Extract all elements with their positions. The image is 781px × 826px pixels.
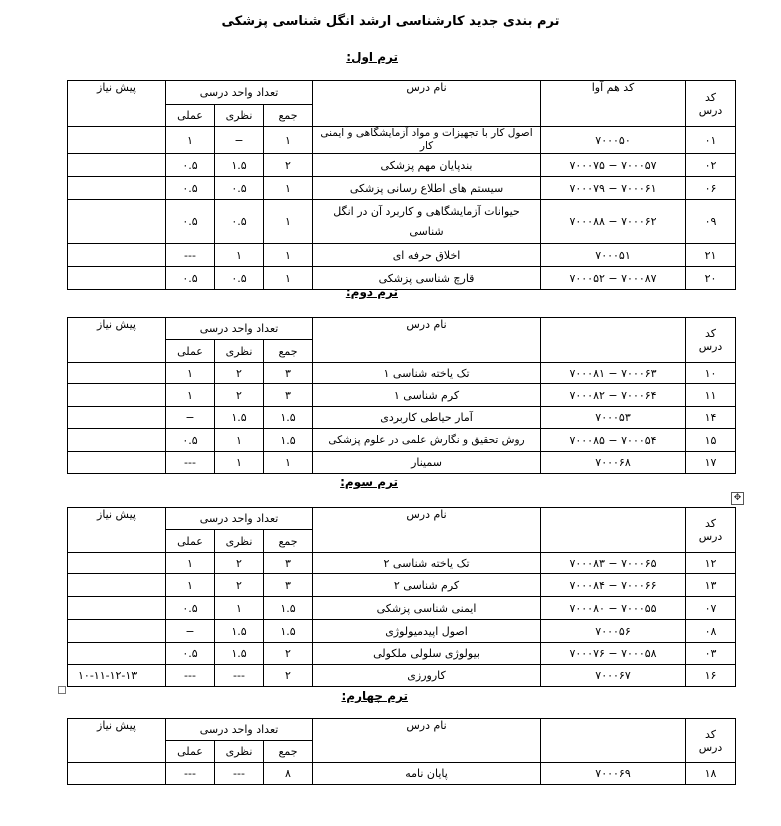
units-practical: ۰.۵	[166, 154, 215, 177]
header-code: کد درس	[686, 719, 736, 763]
course-cohm: ۷۰۰۰۵۱	[541, 244, 686, 267]
header-units: تعداد واحد درسی	[166, 81, 313, 105]
course-code: ۰۹	[686, 200, 736, 244]
table-row	[68, 429, 736, 452]
units-theory: ۰.۵	[215, 267, 264, 290]
course-name: آمار حیاطی کاربردی	[313, 407, 541, 429]
header-code: کد درس	[686, 508, 736, 553]
course-code: ۲۱	[686, 244, 736, 267]
units-practical: ۰.۵	[166, 597, 215, 620]
course-code: ۱۲	[686, 553, 736, 574]
course-prereq	[68, 597, 166, 620]
units-total: ۳	[264, 574, 313, 597]
course-name: اخلاق حرفه ای	[313, 244, 541, 267]
table-row	[68, 244, 736, 267]
header-name: نام درس	[313, 81, 541, 127]
table-row	[68, 200, 736, 244]
term-2-table	[67, 317, 736, 474]
course-prereq: ۱۰-۱۱-۱۲-۱۳	[68, 665, 166, 687]
header-prereq: پیش نیاز	[68, 719, 166, 763]
units-theory: ۲	[215, 384, 264, 407]
course-code: ۰۸	[686, 620, 736, 643]
units-total: ۱	[264, 177, 313, 200]
units-total: ۳	[264, 384, 313, 407]
course-prereq	[68, 407, 166, 429]
units-total: ۱	[264, 267, 313, 290]
course-prereq	[68, 384, 166, 407]
units-total: ۱.۵	[264, 407, 313, 429]
units-total: ۲	[264, 665, 313, 687]
course-name: کارورزی	[313, 665, 541, 687]
course-cohm: ۷۰۰۰۶۸	[541, 452, 686, 474]
term-4-table	[67, 718, 736, 785]
header-cohm	[541, 719, 686, 763]
units-theory: ۰.۵	[215, 177, 264, 200]
header-cohm	[541, 318, 686, 363]
units-practical: ۱	[166, 127, 215, 154]
table-row	[68, 643, 736, 665]
header-prereq: پیش نیاز	[68, 81, 166, 127]
units-practical: ۰.۵	[166, 643, 215, 665]
units-total: ۱.۵	[264, 597, 313, 620]
header-code: کد درس	[686, 318, 736, 363]
course-prereq	[68, 553, 166, 574]
course-prereq	[68, 244, 166, 267]
course-name: سیستم های اطلاع رسانی پزشکی	[313, 177, 541, 200]
units-theory: ۱.۵	[215, 620, 264, 643]
course-prereq	[68, 154, 166, 177]
document-title: ترم بندی جدید کارشناسی ارشد انگل شناسی پزشکی	[221, 14, 560, 29]
header-theory: نظری	[215, 741, 264, 763]
course-name: اصول کار با تجهیزات و مواد آزمایشگاهی و ایمنی کار	[313, 127, 541, 154]
term-1-table	[67, 80, 736, 290]
course-code: ۱۸	[686, 763, 736, 785]
units-total: ۱	[264, 452, 313, 474]
header-practical: عملی	[166, 741, 215, 763]
term-4-title: ترم چهارم:	[341, 689, 408, 703]
units-practical: ---	[166, 763, 215, 785]
course-cohm: ۷۰۰۰۵۸ − ۷۰۰۰۷۶	[541, 643, 686, 665]
course-code: ۱۴	[686, 407, 736, 429]
term-2-title: ترم دوم:	[345, 285, 398, 299]
units-practical: ۰.۵	[166, 429, 215, 452]
course-cohm: ۷۰۰۰۵۳	[541, 407, 686, 429]
header-code: کد درس	[686, 81, 736, 127]
header-cohm: کد هم آوا	[541, 81, 686, 127]
course-cohm: ۷۰۰۰۶۱ − ۷۰۰۰۷۹	[541, 177, 686, 200]
units-practical: ---	[166, 452, 215, 474]
course-name: پایان نامه	[313, 763, 541, 785]
course-cohm: ۷۰۰۰۵۷ − ۷۰۰۰۷۵	[541, 154, 686, 177]
course-name: سمینار	[313, 452, 541, 474]
table-row	[68, 363, 736, 384]
course-prereq	[68, 763, 166, 785]
course-name: اصول اپیدمیولوژی	[313, 620, 541, 643]
header-practical: عملی	[166, 340, 215, 363]
units-theory: ۱	[215, 429, 264, 452]
units-total: ۲	[264, 154, 313, 177]
course-prereq	[68, 177, 166, 200]
header-total: جمع	[264, 741, 313, 763]
table-row	[68, 177, 736, 200]
units-practical: ---	[166, 244, 215, 267]
course-prereq	[68, 643, 166, 665]
units-practical: ۰.۵	[166, 177, 215, 200]
units-theory: ۲	[215, 553, 264, 574]
course-cohm: ۷۰۰۰۶۹	[541, 763, 686, 785]
header-prereq: پیش نیاز	[68, 318, 166, 363]
course-cohm: ۷۰۰۰۶۶ − ۷۰۰۰۸۴	[541, 574, 686, 597]
course-name: ایمنی شناسی پزشکی	[313, 597, 541, 620]
units-total: ۸	[264, 763, 313, 785]
course-code: ۲۰	[686, 267, 736, 290]
header-practical: عملی	[166, 105, 215, 127]
term-3-title: ترم سوم:	[340, 475, 398, 489]
course-prereq	[68, 363, 166, 384]
units-theory: ۱	[215, 452, 264, 474]
course-name: بندپایان مهم پزشکی	[313, 154, 541, 177]
term-1-title: ترم اول:	[346, 50, 398, 64]
units-practical: ۱	[166, 363, 215, 384]
units-total: ۲	[264, 643, 313, 665]
table-row	[68, 384, 736, 407]
header-theory: نظری	[215, 530, 264, 553]
table-row	[68, 154, 736, 177]
units-total: ۱	[264, 200, 313, 244]
course-code: ۰۲	[686, 154, 736, 177]
units-practical: −	[166, 407, 215, 429]
header-total: جمع	[264, 340, 313, 363]
course-prereq	[68, 429, 166, 452]
header-units: تعداد واحد درسی	[166, 719, 313, 741]
course-cohm: ۷۰۰۰۵۶	[541, 620, 686, 643]
course-cohm: ۷۰۰۰۶۷	[541, 665, 686, 687]
course-prereq	[68, 200, 166, 244]
course-name: کرم شناسی ۲	[313, 574, 541, 597]
table-row	[68, 452, 736, 474]
course-name: بیولوژی سلولی ملکولی	[313, 643, 541, 665]
table-row	[68, 763, 736, 785]
units-practical: ۱	[166, 384, 215, 407]
header-name: نام درس	[313, 719, 541, 763]
course-code: ۱۱	[686, 384, 736, 407]
units-total: ۱.۵	[264, 620, 313, 643]
header-prereq: پیش نیاز	[68, 508, 166, 553]
units-total: ۱	[264, 127, 313, 154]
header-units: تعداد واحد درسی	[166, 508, 313, 530]
table-row	[68, 267, 736, 290]
units-practical: ---	[166, 665, 215, 687]
header-theory: نظری	[215, 340, 264, 363]
table-row	[68, 574, 736, 597]
units-theory: ---	[215, 665, 264, 687]
course-prereq	[68, 620, 166, 643]
units-theory: ۱	[215, 244, 264, 267]
course-code: ۱۰	[686, 363, 736, 384]
course-prereq	[68, 452, 166, 474]
header-practical: عملی	[166, 530, 215, 553]
units-theory: ---	[215, 763, 264, 785]
course-cohm: ۷۰۰۰۶۵ − ۷۰۰۰۸۳	[541, 553, 686, 574]
header-theory: نظری	[215, 105, 264, 127]
course-code: ۰۳	[686, 643, 736, 665]
units-theory: ۱.۵	[215, 154, 264, 177]
units-practical: ۰.۵	[166, 200, 215, 244]
table-row	[68, 665, 736, 687]
course-name: تک یاخته شناسی ۱	[313, 363, 541, 384]
course-code: ۰۶	[686, 177, 736, 200]
table-row	[68, 407, 736, 429]
course-name: حیوانات آزمایشگاهی و کاربرد آن در انگل شناسی	[313, 200, 541, 244]
table-row	[68, 597, 736, 620]
units-theory: ۰.۵	[215, 200, 264, 244]
units-total: ۱.۵	[264, 429, 313, 452]
course-name: قارچ شناسی پزشکی	[313, 267, 541, 290]
units-theory: ۲	[215, 574, 264, 597]
course-cohm: ۷۰۰۰۵۰	[541, 127, 686, 154]
header-total: جمع	[264, 530, 313, 553]
course-cohm: ۷۰۰۰۶۴ − ۷۰۰۰۸۲	[541, 384, 686, 407]
course-name: روش تحقیق و نگارش علمی در علوم پزشکی	[313, 429, 541, 452]
header-cohm	[541, 508, 686, 553]
units-theory: ۱.۵	[215, 407, 264, 429]
units-total: ۳	[264, 363, 313, 384]
course-code: ۱۵	[686, 429, 736, 452]
course-cohm: ۷۰۰۰۵۴ − ۷۰۰۰۸۵	[541, 429, 686, 452]
course-code: ۱۳	[686, 574, 736, 597]
units-practical: −	[166, 620, 215, 643]
units-practical: ۱	[166, 574, 215, 597]
course-cohm: ۷۰۰۰۶۳ − ۷۰۰۰۸۱	[541, 363, 686, 384]
table-move-handle-icon[interactable]: ✥	[731, 492, 744, 505]
course-cohm: ۷۰۰۰۸۷ − ۷۰۰۰۵۲	[541, 267, 686, 290]
table-row	[68, 553, 736, 574]
header-name: نام درس	[313, 508, 541, 553]
units-theory: ۱	[215, 597, 264, 620]
header-name: نام درس	[313, 318, 541, 363]
course-code: ۱۶	[686, 665, 736, 687]
course-code: ۰۷	[686, 597, 736, 620]
term-3-table	[67, 507, 736, 687]
course-prereq	[68, 574, 166, 597]
units-theory: −	[215, 127, 264, 154]
units-theory: ۱.۵	[215, 643, 264, 665]
table-row	[68, 620, 736, 643]
course-code: ۱۷	[686, 452, 736, 474]
header-units: تعداد واحد درسی	[166, 318, 313, 340]
course-cohm: ۷۰۰۰۵۵ − ۷۰۰۰۸۰	[541, 597, 686, 620]
units-practical: ۱	[166, 553, 215, 574]
units-total: ۱	[264, 244, 313, 267]
units-theory: ۲	[215, 363, 264, 384]
table-row	[68, 127, 736, 154]
units-total: ۳	[264, 553, 313, 574]
header-total: جمع	[264, 105, 313, 127]
course-name: تک یاخته شناسی ۲	[313, 553, 541, 574]
units-practical: ۰.۵	[166, 267, 215, 290]
course-name: کرم شناسی ۱	[313, 384, 541, 407]
course-cohm: ۷۰۰۰۶۲ − ۷۰۰۰۸۸	[541, 200, 686, 244]
table-resize-handle[interactable]	[58, 686, 66, 694]
course-code: ۰۱	[686, 127, 736, 154]
course-prereq	[68, 127, 166, 154]
course-prereq	[68, 267, 166, 290]
